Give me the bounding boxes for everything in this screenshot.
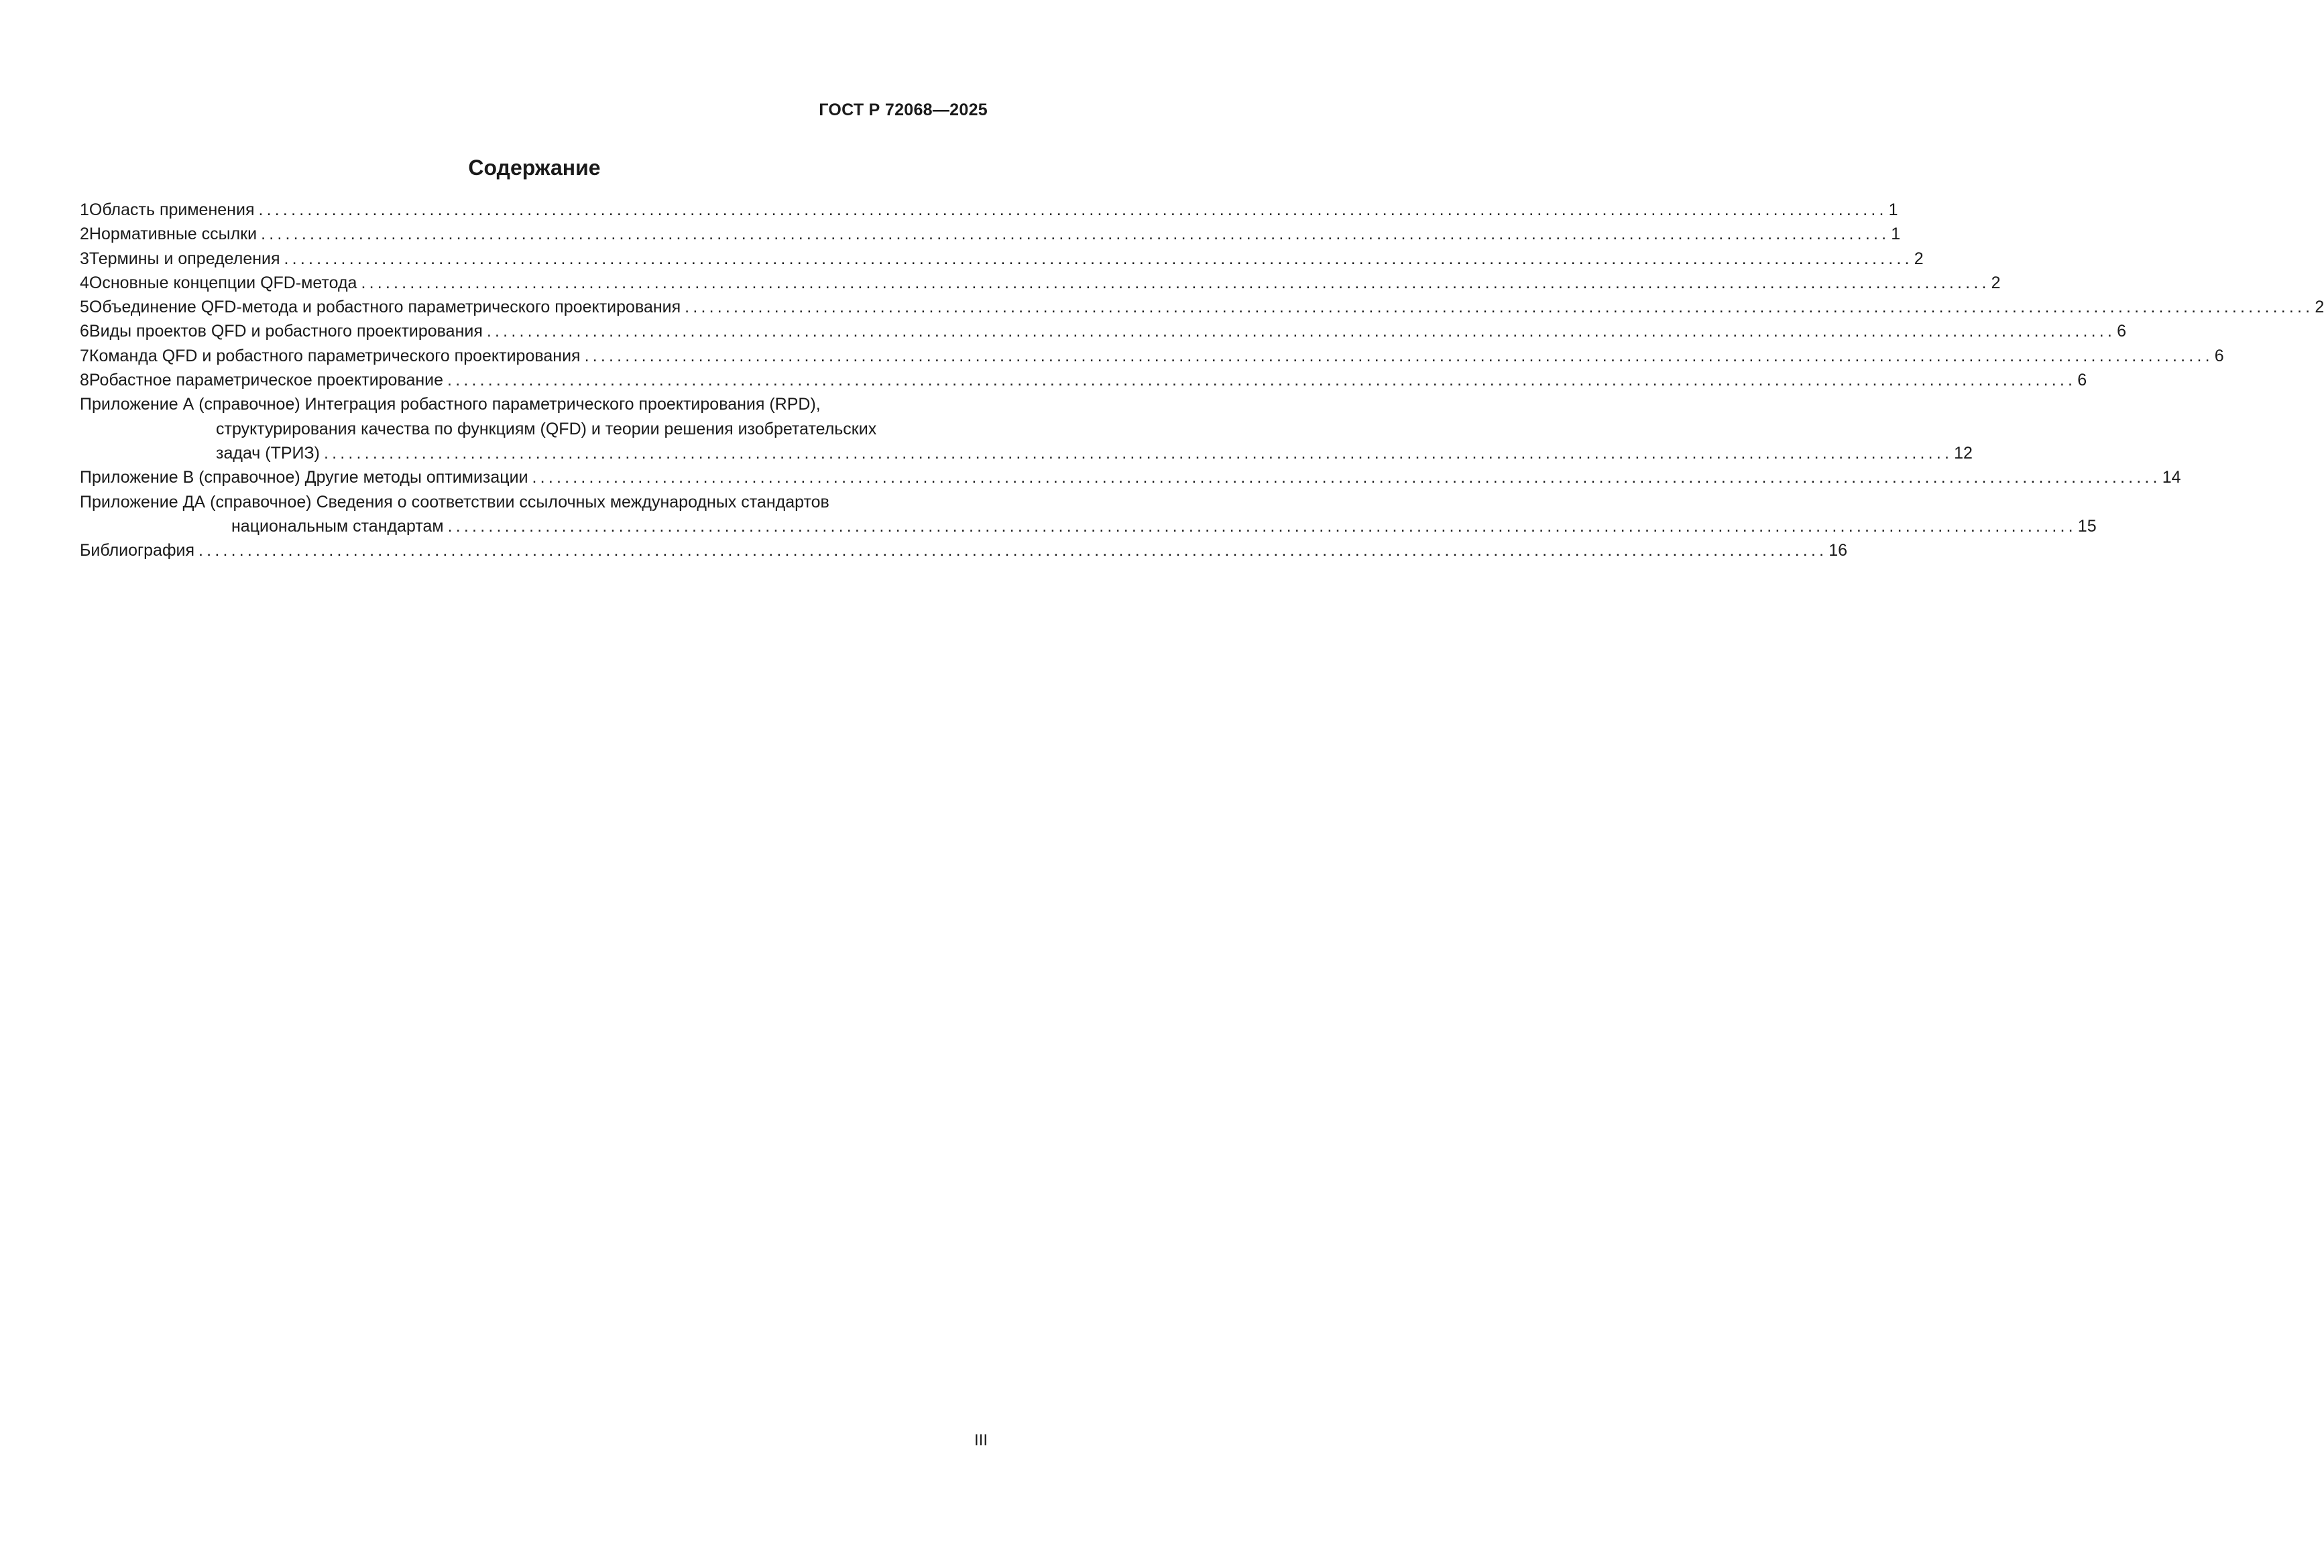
dot-leader: ........................................................................................................................................................................................................ <box>447 516 2077 536</box>
toc-annex-a-cont[interactable] <box>80 417 988 441</box>
toc-annex-a-line2: структурирования качества по функциям (QFD) и теории решения изобретательских <box>216 419 877 438</box>
toc-entry-page: 14 <box>2162 468 2181 487</box>
toc-entry-page: 2 <box>1914 249 1924 268</box>
dot-leader: ........................................................................................................................................................................................................ <box>284 249 1913 268</box>
toc-entry-page: 2 <box>2315 298 2324 317</box>
toc-entry-page: 6 <box>2077 371 2087 390</box>
toc-entry-number: 5 <box>80 298 89 317</box>
dot-leader: ........................................................................................................................................................................................................ <box>198 541 1828 560</box>
toc-entry-number: 8 <box>80 371 89 390</box>
toc-entry-3[interactable] <box>80 247 1924 271</box>
toc-annex-da-cont[interactable] <box>80 514 2097 538</box>
toc-entry-page: 1 <box>1891 225 1901 244</box>
document-code: ГОСТ Р 72068—2025 <box>819 101 988 119</box>
toc-entry-number: 2 <box>80 225 89 244</box>
toc-entry-number: 1 <box>80 200 89 219</box>
toc-entry-label: Команда QFD и робастного параметрического проектирования <box>89 346 581 365</box>
toc-entry-7[interactable] <box>80 344 2224 368</box>
dot-leader: ........................................................................................................................................................................................................ <box>486 322 2116 341</box>
toc-entry-page: 16 <box>1828 541 1848 560</box>
toc-annex-a-cont2[interactable] <box>80 441 1973 465</box>
toc-entry-label: Виды проектов QFD и робастного проектирования <box>89 322 483 341</box>
toc-entry-label: Область применения <box>89 200 255 219</box>
toc-entry-label: Основные концепции QFD-метода <box>89 273 357 292</box>
toc-entry-5[interactable] <box>80 295 2324 319</box>
dot-leader: ........................................................................................................................................................................................................ <box>323 443 1953 463</box>
toc-entry-page: 12 <box>1954 443 1973 463</box>
toc-annex-a-line3: задач (ТРИЗ) <box>216 443 320 463</box>
dot-leader: ........................................................................................................................................................................................................ <box>447 371 2077 390</box>
toc-entry-label: Робастное параметрическое проектирование <box>89 371 444 390</box>
page-number: III <box>974 1431 988 1449</box>
toc-bibliography[interactable] <box>80 538 1848 562</box>
toc-annex-a[interactable] <box>80 392 988 416</box>
toc-entry-page: 15 <box>2077 516 2097 536</box>
dot-leader: ........................................................................................................................................................................................................ <box>261 225 1890 244</box>
toc-entry-4[interactable] <box>80 271 2001 295</box>
toc-entry-2[interactable] <box>80 222 1901 246</box>
table-of-contents <box>80 198 2324 562</box>
toc-entry-page: 6 <box>2214 346 2224 365</box>
dot-leader: ........................................................................................................................................................................................................ <box>361 273 1990 292</box>
toc-entry-page: 1 <box>1888 200 1898 219</box>
toc-entry-page: 2 <box>1991 273 2001 292</box>
toc-annex-da-line2: национальным стандартам <box>231 516 444 536</box>
toc-annex-a-line1: Приложение А (справочное) Интеграция робастного параметрического проектирования (RPD), <box>80 395 821 414</box>
dot-leader: ........................................................................................................................................................................................................ <box>258 200 1887 219</box>
toc-annex-da-line1: Приложение ДА (справочное) Сведения о соответствии ссылочных международных стандартов <box>80 492 829 511</box>
dot-leader: ........................................................................................................................................................................................................ <box>584 346 2213 365</box>
toc-annex-b-label: Приложение В (справочное) Другие методы оптимизации <box>80 468 528 487</box>
toc-entry-1[interactable] <box>80 198 1898 222</box>
toc-entry-number: 7 <box>80 346 89 365</box>
dot-leader: ........................................................................................................................................................................................................ <box>685 298 2314 317</box>
toc-entry-number: 4 <box>80 273 89 292</box>
toc-entry-8[interactable] <box>80 368 2087 392</box>
toc-annex-b[interactable] <box>80 465 2181 489</box>
toc-title: Содержание <box>468 156 601 180</box>
toc-entry-label: Термины и определения <box>89 249 280 268</box>
toc-entry-label: Объединение QFD-метода и робастного параметрического проектирования <box>89 298 681 317</box>
toc-entry-label: Нормативные ссылки <box>89 225 257 244</box>
toc-annex-da[interactable] <box>80 490 988 514</box>
toc-entry-6[interactable] <box>80 319 2126 343</box>
toc-entry-number: 3 <box>80 249 89 268</box>
dot-leader: ........................................................................................................................................................................................................ <box>532 468 2161 487</box>
toc-bibliography-label: Библиография <box>80 541 195 560</box>
toc-entry-number: 6 <box>80 322 89 341</box>
toc-entry-page: 6 <box>2117 322 2126 341</box>
